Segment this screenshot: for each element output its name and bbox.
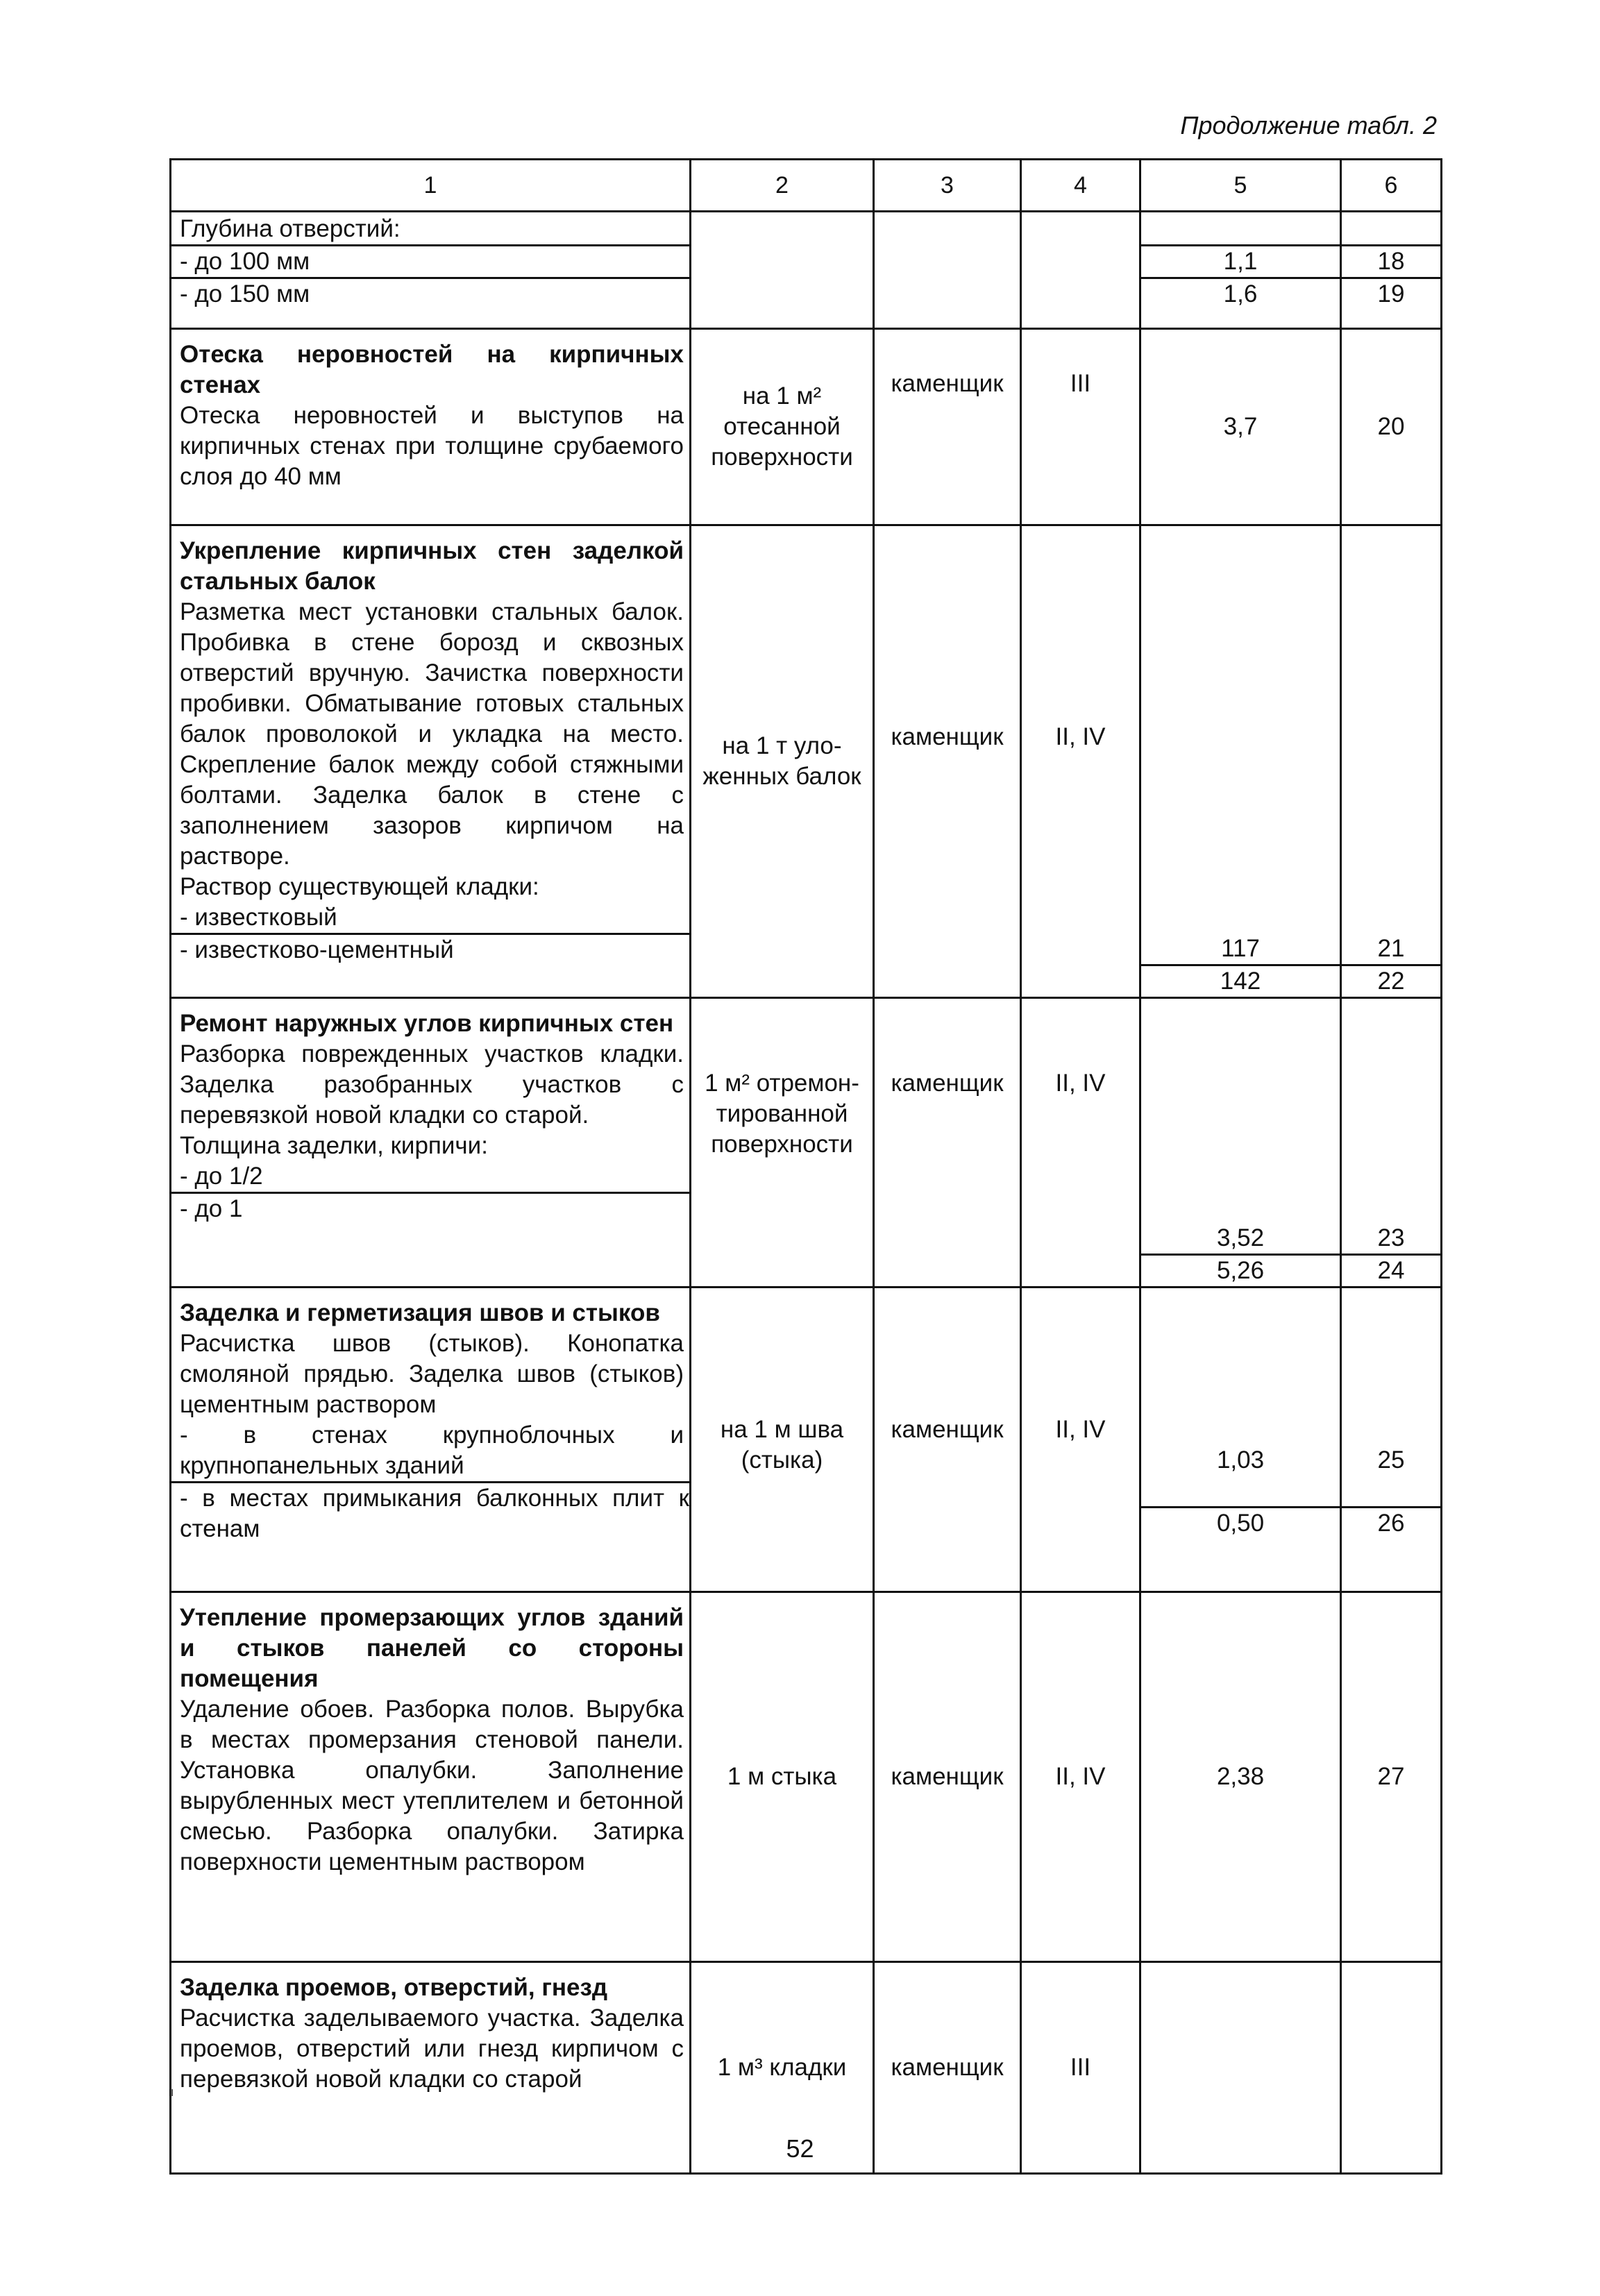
row-value-6 <box>1341 1288 1442 1592</box>
subline-text: - до 150 мм <box>171 277 689 310</box>
row-description <box>171 525 691 998</box>
value-cell: 117 <box>1221 935 1260 962</box>
unit-line: 1 м стыка <box>727 1763 837 1790</box>
value-cell: 25 <box>1377 1446 1405 1474</box>
header-col-1: 1 <box>171 160 691 212</box>
header-col-5: 5 <box>1140 160 1341 212</box>
row-grade: II, IV <box>1021 998 1140 1288</box>
row-worker <box>874 212 1021 329</box>
row-worker: каменщик <box>874 1592 1021 1962</box>
unit-line: на 1 м шва <box>720 1416 844 1443</box>
row-text: Толщина заделки, кирпичи: <box>180 1132 488 1159</box>
table-row <box>171 525 1442 998</box>
value-cell: 5,26 <box>1141 1253 1340 1286</box>
row-grade: III <box>1021 329 1140 525</box>
unit-line: тированной <box>716 1100 848 1127</box>
value-cell: 18 <box>1342 244 1440 277</box>
row-value-5: 3,7 <box>1140 329 1341 525</box>
row-unit <box>691 525 874 998</box>
row-worker: каменщик <box>874 998 1021 1288</box>
header-col-2: 2 <box>691 160 874 212</box>
row-value-5 <box>1140 1288 1341 1592</box>
row-text: Разборка поврежденных участков кладки. Заделка разобранных участков с перевязкой новой кладки со старой. <box>180 1040 684 1129</box>
subline-text: - до 1/2 <box>180 1163 263 1190</box>
row-text: Раствор существующей кладки: <box>180 873 539 900</box>
value-cell: 19 <box>1342 277 1440 310</box>
row-heading: Утепление промерзающих углов зданий и стыков панелей со стороны помещения <box>180 1604 684 1692</box>
unit-line: (стыка) <box>741 1446 823 1474</box>
value-cell: 142 <box>1141 964 1340 997</box>
value-cell: 1,1 <box>1141 244 1340 277</box>
value-cell: 22 <box>1342 964 1440 997</box>
row-heading: Отеска неровностей на кирпичных стенах <box>180 341 684 398</box>
subline-text: - известково-цементный <box>171 933 689 965</box>
row-grade <box>1021 212 1140 329</box>
unit-line: поверхности <box>711 444 853 471</box>
table-row <box>171 1592 1442 1962</box>
subline-text: - в стенах крупноблочных и крупнопанельных зданий <box>180 1421 684 1479</box>
row-unit <box>691 212 874 329</box>
row-heading: Укрепление кирпичных стен заделкой стальных балок <box>180 537 684 595</box>
row-description <box>171 998 691 1288</box>
row-worker: каменщик <box>874 1288 1021 1592</box>
row-unit <box>691 998 874 1288</box>
header-row <box>171 160 1442 212</box>
subline-text: - до 100 мм <box>171 244 689 277</box>
page-number: 52 <box>786 2134 814 2163</box>
row-unit <box>691 1288 874 1592</box>
row-value-6 <box>1341 525 1442 998</box>
row-text: Отеска неровностей и выступов на кирпичных стенах при толщине срубаемого слоя до 40 мм <box>180 402 684 490</box>
row-description <box>171 1592 691 1962</box>
unit-line: поверхности <box>711 1131 853 1158</box>
row-text: Расчистка швов (стыков). Конопатка смоляной прядью. Заделка швов (стыков) цементным раствором <box>180 1330 684 1418</box>
row-description <box>171 212 691 329</box>
row-grade: II, IV <box>1021 1592 1140 1962</box>
row-text: Расчистка заделываемого участка. Заделка проемов, отверстий или гнезд кирпичом с перевязкой новой кладки со старой <box>180 2004 684 2093</box>
value-cell: 26 <box>1342 1506 1440 1539</box>
row-value-5: 2,38 <box>1140 1592 1341 1962</box>
header-col-3: 3 <box>874 160 1021 212</box>
row-value-6: 20 <box>1341 329 1442 525</box>
row-value-6 <box>1341 212 1442 329</box>
norms-table <box>169 158 1442 2175</box>
value-cell: 23 <box>1377 1224 1405 1251</box>
value-cell: 1,03 <box>1216 1446 1265 1474</box>
row-worker: каменщик <box>874 1962 1021 2174</box>
unit-line: женных балок <box>702 763 861 790</box>
unit-line: на 1 т уло- <box>722 732 842 759</box>
table-row <box>171 998 1442 1288</box>
row-text: Разметка мест установки стальных балок. Пробивка в стене борозд и сквозных отверстий вручную. Зачистка поверхности пробивки. Обматывание готовых стальных балок проволокой и укладка на место. Скрепление балок между собой стяжными болтами. Заделка балок в стене с заполнением зазоров кирпичом на растворе. <box>180 598 684 870</box>
table-row <box>171 1288 1442 1592</box>
header-col-6: 6 <box>1341 160 1442 212</box>
row-grade: III <box>1021 1962 1140 2174</box>
row-unit <box>691 1592 874 1962</box>
row-value-6 <box>1341 998 1442 1288</box>
table-row <box>171 212 1442 329</box>
subline-text: - известковый <box>180 904 337 931</box>
value-cell: 1,6 <box>1141 277 1340 310</box>
row-text: Глубина отверстий: <box>180 215 401 242</box>
row-value-6: 27 <box>1341 1592 1442 1962</box>
value-cell: 3,52 <box>1216 1224 1265 1251</box>
subline-text: - до 1 <box>171 1192 689 1224</box>
value-cell: 0,50 <box>1141 1506 1340 1539</box>
row-heading: Заделка проемов, отверстий, гнезд <box>180 1974 608 2001</box>
subline-text: - в местах примыкания балконных плит к стенам <box>171 1481 689 1544</box>
row-description <box>171 1288 691 1592</box>
unit-line: отесанной <box>723 413 841 440</box>
row-description <box>171 329 691 525</box>
unit-line: на 1 м² <box>742 382 822 410</box>
scan-mark <box>171 2089 173 2096</box>
row-worker: каменщик <box>874 329 1021 525</box>
row-grade: II, IV <box>1021 525 1140 998</box>
value-cell: 21 <box>1377 935 1405 962</box>
row-value-5 <box>1140 212 1341 329</box>
row-text: Удаление обоев. Разборка полов. Вырубка в местах промерзания стеновой панели. Установка опалубки. Заполнение вырубленных мест утеплителем и бетонной смесью. Разборка опалубки. Затирка поверхности цементным раствором <box>180 1696 684 1875</box>
row-value-5 <box>1140 525 1341 998</box>
unit-line: 1 м² отремон- <box>705 1070 859 1097</box>
row-grade: II, IV <box>1021 1288 1140 1592</box>
row-heading: Ремонт наружных углов кирпичных стен <box>180 1010 674 1037</box>
table-caption: Продолжение табл. 2 <box>1180 111 1437 140</box>
row-heading: Заделка и герметизация швов и стыков <box>180 1299 660 1326</box>
table-row <box>171 329 1442 525</box>
row-value-5 <box>1140 998 1341 1288</box>
header-col-4: 4 <box>1021 160 1140 212</box>
unit-line: 1 м³ кладки <box>717 2054 847 2081</box>
value-cell: 24 <box>1342 1253 1440 1286</box>
row-worker: каменщик <box>874 525 1021 998</box>
row-unit <box>691 329 874 525</box>
